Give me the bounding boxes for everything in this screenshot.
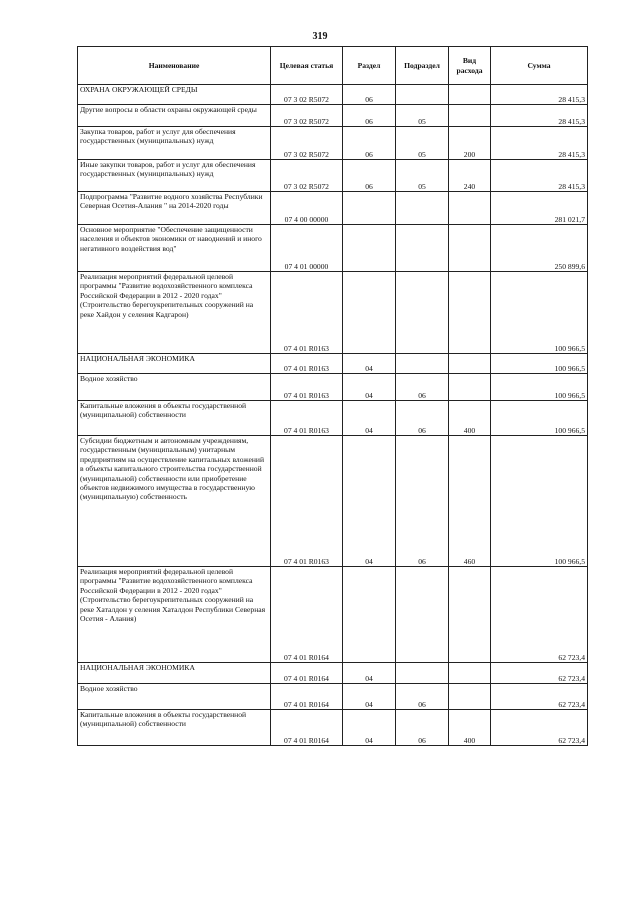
- row-expense-type: 400: [449, 401, 491, 436]
- row-code: 07 4 01 R0163: [271, 354, 343, 374]
- row-sum: 100 966,5: [491, 374, 588, 401]
- row-subsection: [396, 272, 449, 354]
- row-sum: 62 723,4: [491, 684, 588, 710]
- row-code: 07 3 02 R5072: [271, 85, 343, 105]
- row-expense-type: [449, 684, 491, 710]
- table-row: [78, 354, 588, 374]
- row-code: 07 4 01 00000: [271, 225, 343, 272]
- table-row: [78, 85, 588, 105]
- table-row: [78, 192, 588, 225]
- table-row: [78, 684, 588, 710]
- row-section: 04: [343, 374, 396, 401]
- row-code: 07 4 00 00000: [271, 192, 343, 225]
- row-sum: 281 021,7: [491, 192, 588, 225]
- table-row: [78, 105, 588, 127]
- budget-table: [77, 46, 588, 746]
- row-sum: 250 899,6: [491, 225, 588, 272]
- row-code: 07 4 01 R0163: [271, 401, 343, 436]
- row-expense-type: 400: [449, 710, 491, 746]
- header-section: Раздел: [343, 47, 396, 85]
- row-code: 07 4 01 R0164: [271, 567, 343, 663]
- row-section: 06: [343, 85, 396, 105]
- table-row: [78, 663, 588, 684]
- row-code: 07 3 02 R5072: [271, 105, 343, 127]
- row-subsection: [396, 354, 449, 374]
- row-expense-type: [449, 272, 491, 354]
- row-sum: 62 723,4: [491, 710, 588, 746]
- row-expense-type: [449, 567, 491, 663]
- row-name: ОХРАНА ОКРУЖАЮЩЕЙ СРЕДЫ: [78, 85, 271, 105]
- table-row: [78, 710, 588, 746]
- row-sum: 100 966,5: [491, 354, 588, 374]
- row-code: 07 3 02 R5072: [271, 160, 343, 192]
- row-sum: 28 415,3: [491, 160, 588, 192]
- row-name: Капитальные вложения в объекты государственной (муниципальной) собственности: [78, 401, 271, 436]
- row-name: Другие вопросы в области охраны окружающей среды: [78, 105, 271, 127]
- row-subsection: 06: [396, 401, 449, 436]
- row-expense-type: 200: [449, 127, 491, 160]
- row-name: Водное хозяйство: [78, 374, 271, 401]
- table-row: [78, 225, 588, 272]
- table-row: [78, 567, 588, 663]
- row-section: 04: [343, 684, 396, 710]
- row-expense-type: [449, 663, 491, 684]
- row-sum: 28 415,3: [491, 127, 588, 160]
- row-expense-type: [449, 105, 491, 127]
- row-subsection: [396, 225, 449, 272]
- row-subsection: [396, 85, 449, 105]
- row-subsection: 06: [396, 436, 449, 567]
- row-expense-type: [449, 192, 491, 225]
- row-name: Реализация мероприятий федеральной целевой программы "Развитие водохозяйственного комплекса Российской Федерации в 2012 - 2020 годах" (Строительство берегоукрепительных сооружений на реке Хаталдон у селения Хаталдон Республики Северная Осетия - Алания): [78, 567, 271, 663]
- row-expense-type: [449, 225, 491, 272]
- row-code: 07 4 01 R0164: [271, 710, 343, 746]
- row-sum: 100 966,5: [491, 436, 588, 567]
- row-code: 07 3 02 R5072: [271, 127, 343, 160]
- row-subsection: [396, 192, 449, 225]
- header-code: Целевая статья: [271, 47, 343, 85]
- row-name: Закупка товаров, работ и услуг для обеспечения государственных (муниципальных) нужд: [78, 127, 271, 160]
- row-code: 07 4 01 R0164: [271, 684, 343, 710]
- row-expense-type: [449, 85, 491, 105]
- row-name: Основное мероприятие "Обеспечение защищенности населения и объектов экономики от наводнений и иного негативного воздействия вод": [78, 225, 271, 272]
- row-sum: 62 723,4: [491, 567, 588, 663]
- row-sum: 100 966,5: [491, 401, 588, 436]
- row-name: Капитальные вложения в объекты государственной (муниципальной) собственности: [78, 710, 271, 746]
- row-section: 06: [343, 160, 396, 192]
- row-section: 04: [343, 436, 396, 567]
- row-name: НАЦИОНАЛЬНАЯ ЭКОНОМИКА: [78, 663, 271, 684]
- row-sum: 28 415,3: [491, 85, 588, 105]
- row-name: Иные закупки товаров, работ и услуг для обеспечения государственных (муниципальных) нужд: [78, 160, 271, 192]
- row-subsection: 06: [396, 710, 449, 746]
- table-row: [78, 374, 588, 401]
- header-expense-type: Вид расхода: [449, 47, 491, 85]
- row-subsection: 06: [396, 684, 449, 710]
- row-code: 07 4 01 R0163: [271, 436, 343, 567]
- row-name: Реализация мероприятий федеральной целевой программы "Развитие водохозяйственного комплекса Российской Федерации в 2012 - 2020 годах" (Строительство берегоукрепительных сооружений на реке Хайдон у селения Кадгарон): [78, 272, 271, 354]
- row-expense-type: [449, 374, 491, 401]
- row-section: [343, 272, 396, 354]
- header-sum: Сумма: [491, 47, 588, 85]
- row-subsection: 05: [396, 160, 449, 192]
- row-name: Субсидии бюджетным и автономным учреждениям, государственным (муниципальным) унитарным предприятиям на осуществление капитальных вложений в объекты капитального строительства государственной (муниципальной) собственности или приобретение объектов недвижимого имущества в государственную (муниципальную) собственность: [78, 436, 271, 567]
- table-row: [78, 160, 588, 192]
- header-name: Наименование: [78, 47, 271, 85]
- table-row: [78, 436, 588, 567]
- row-section: 04: [343, 663, 396, 684]
- row-section: [343, 192, 396, 225]
- row-sum: 100 966,5: [491, 272, 588, 354]
- header-subsection: Подраздел: [396, 47, 449, 85]
- row-section: 06: [343, 105, 396, 127]
- row-section: 04: [343, 401, 396, 436]
- row-code: 07 4 01 R0163: [271, 272, 343, 354]
- table-row: [78, 127, 588, 160]
- row-subsection: [396, 567, 449, 663]
- row-subsection: 05: [396, 105, 449, 127]
- row-code: 07 4 01 R0164: [271, 663, 343, 684]
- row-sum: 28 415,3: [491, 105, 588, 127]
- row-section: [343, 567, 396, 663]
- row-subsection: 05: [396, 127, 449, 160]
- row-name: Подпрограмма "Развитие водного хозяйства Республики Северная Осетия-Алания " на 2014-2020 годы: [78, 192, 271, 225]
- row-expense-type: 460: [449, 436, 491, 567]
- row-name: НАЦИОНАЛЬНАЯ ЭКОНОМИКА: [78, 354, 271, 374]
- row-name: Водное хозяйство: [78, 684, 271, 710]
- row-section: [343, 225, 396, 272]
- row-subsection: 06: [396, 374, 449, 401]
- page-number: 319: [312, 31, 328, 42]
- row-expense-type: [449, 354, 491, 374]
- table-header-row: [78, 47, 588, 85]
- row-expense-type: 240: [449, 160, 491, 192]
- row-section: 06: [343, 127, 396, 160]
- table-row: [78, 401, 588, 436]
- row-code: 07 4 01 R0163: [271, 374, 343, 401]
- row-sum: 62 723,4: [491, 663, 588, 684]
- row-subsection: [396, 663, 449, 684]
- row-section: 04: [343, 354, 396, 374]
- row-section: 04: [343, 710, 396, 746]
- table-row: [78, 272, 588, 354]
